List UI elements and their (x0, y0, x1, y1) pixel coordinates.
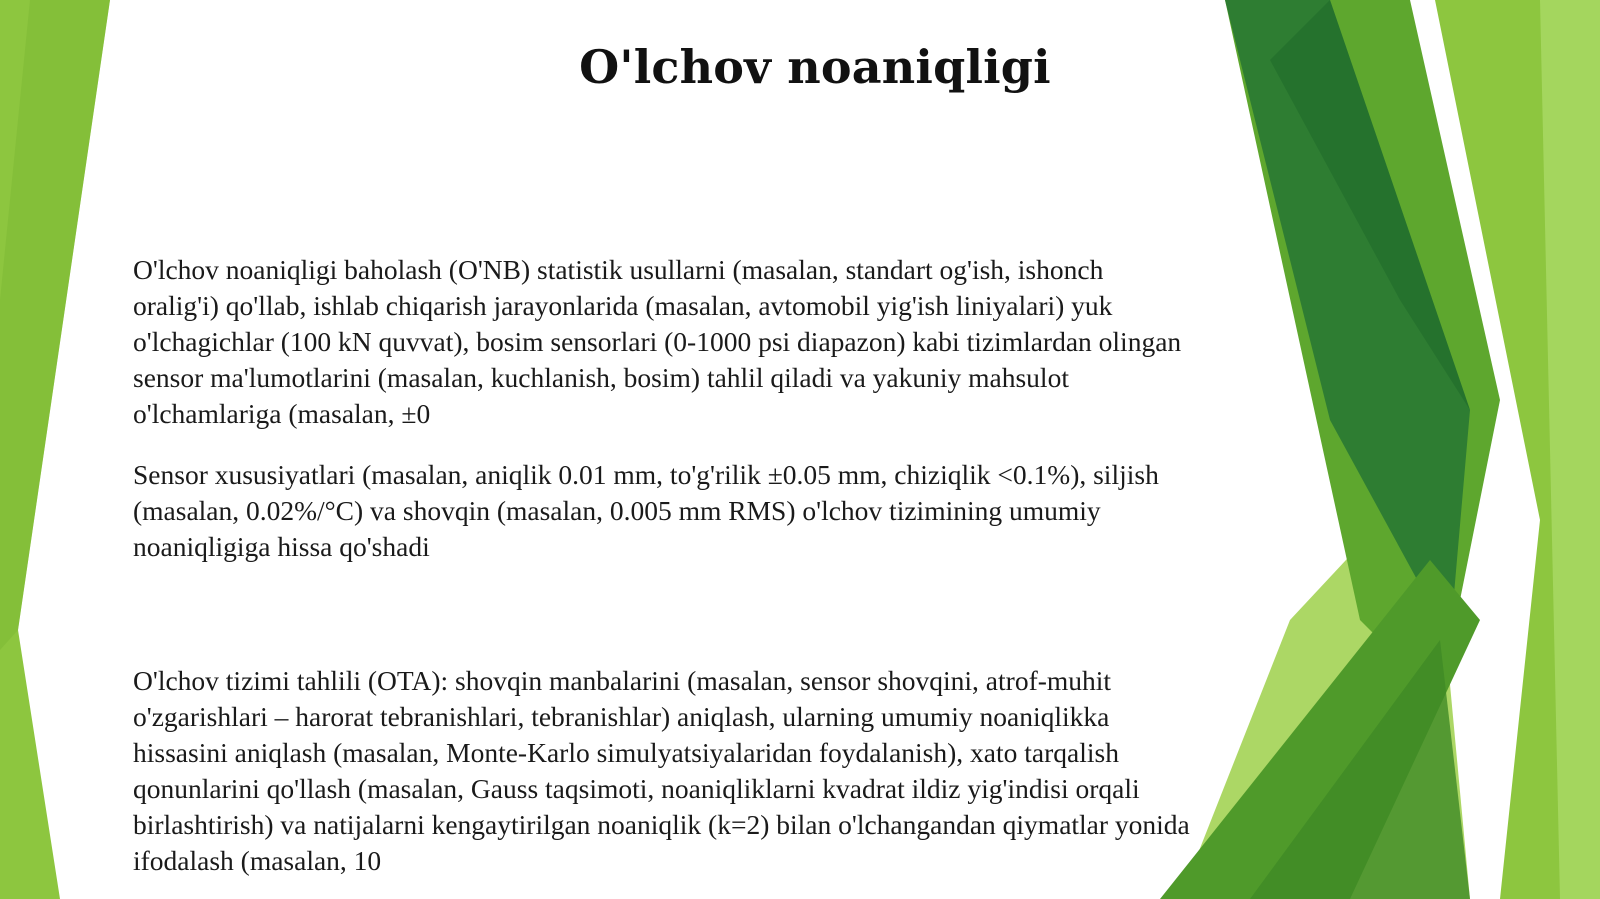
paragraph-line: O'lchov tizimi tahlili (OTA): shovqin manbalarini (masalan, sensor shovqini, atrof-muhit (133, 665, 1112, 696)
slide-title: O'lchov noaniqligi (579, 40, 1051, 94)
paragraph-sensor (133, 457, 1159, 565)
paragraph-line: o'lchamlariga (masalan, ±0 (133, 398, 431, 429)
paragraph-line: qonunlarini qo'llash (masalan, Gauss taqsimoti, noaniqliklarni kvadrat ildiz yig'indisi orqali (133, 773, 1140, 804)
paragraph-line: sensor ma'lumotlarini (masalan, kuchlanish, bosim) tahlil qiladi va yakuniy mahsulot (133, 362, 1069, 393)
paragraph-line: O'lchov noaniqligi baholash (O'NB) statistik usullarni (masalan, standart og'ish, ishonch (133, 254, 1104, 285)
paragraph-line: Sensor xususiyatlari (masalan, aniqlik 0.01 mm, to'g'rilik ±0.05 mm, chiziqlik <0.1%), siljish (133, 459, 1159, 490)
paragraph-line: ifodalash (masalan, 10 (133, 845, 382, 876)
paragraph-line: noaniqligiga hissa qo'shadi (133, 531, 430, 562)
paragraph-line: o'lchagichlar (100 kN quvvat), bosim sensorlari (0-1000 psi diapazon) kabi tizimlardan olingan (133, 326, 1182, 357)
paragraph-line: hissasini aniqlash (masalan, Monte-Karlo simulyatsiyalaridan foydalanish), xato tarqalish (133, 737, 1119, 768)
paragraph-line: o'zgarishlari – harorat tebranishlari, tebranishlar) aniqlash, ularning umumiy noaniqlikka (133, 701, 1110, 732)
paragraph-ota (133, 663, 1190, 879)
paragraph-line: oralig'i) qo'llab, ishlab chiqarish jarayonlarida (masalan, avtomobil yig'ish liniyalari) yuk (133, 290, 1113, 321)
paragraph-onb (133, 252, 1181, 432)
paragraph-line: birlashtirish) va natijalarni kengaytirilgan noaniqlik (k=2) bilan o'lchangandan qiymatlar yonida (133, 809, 1190, 840)
paragraph-line: (masalan, 0.02%/°C) va shovqin (masalan, 0.005 mm RMS) o'lchov tizimining umumiy (133, 495, 1101, 526)
